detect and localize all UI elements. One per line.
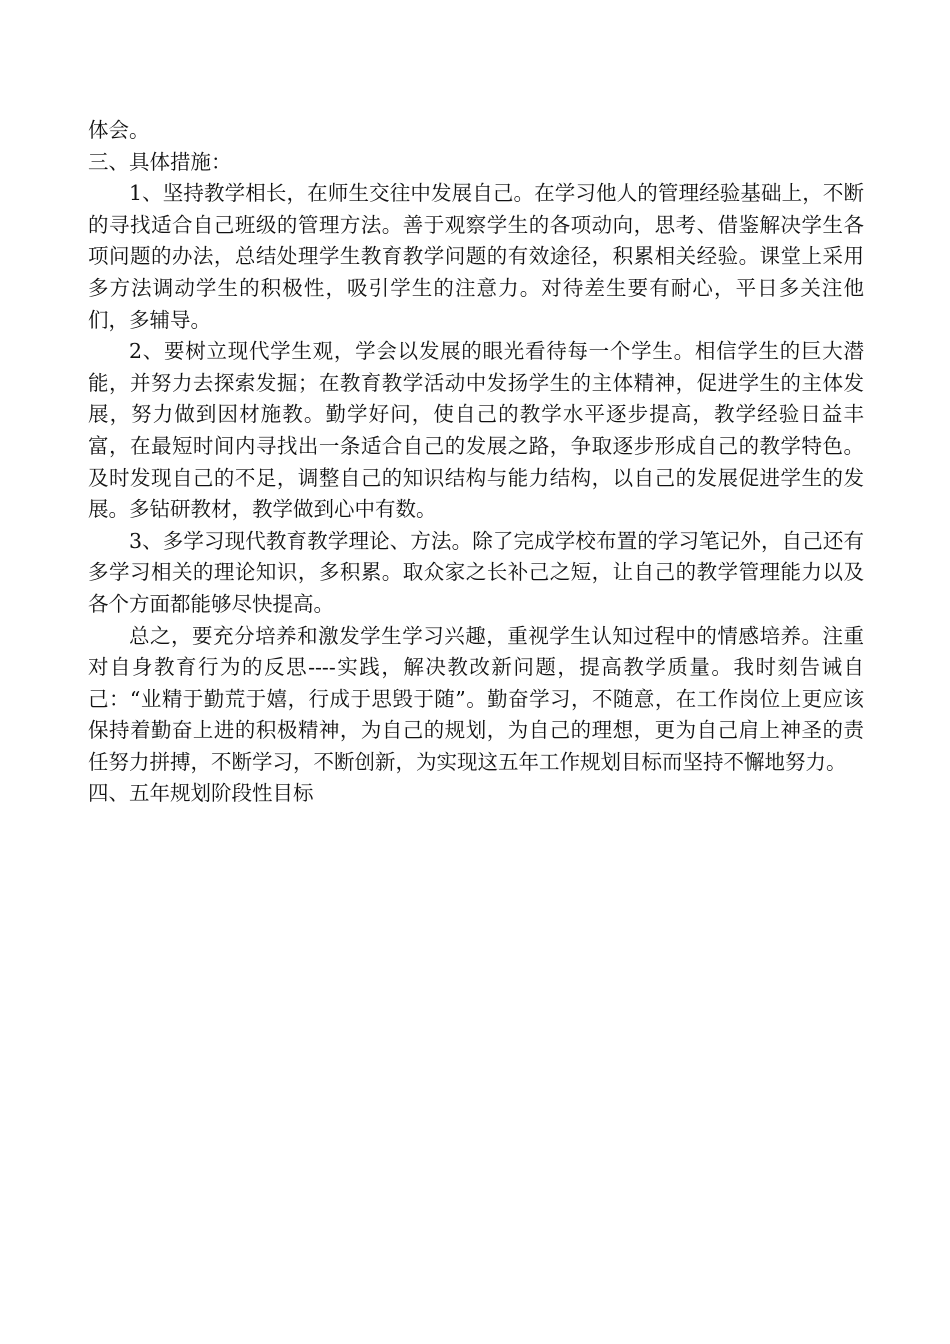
continuation-text: 体会。 (88, 118, 150, 142)
measure-paragraph-1: 1、坚持教学相长，在师生交往中发展自己。在学习他人的管理经验基础上，不断的寻找适合自己班级的管理方法。善于观察学生的各项动向，思考、借鉴解决学生各项问题的办法，总结处理学生教育教学问题的有效途径，积累相关经验。课堂上采用多方法调动学生的积极性，吸引学生的注意力。对待差生要有耐心，平日多关注他们，多辅导。 (88, 181, 864, 332)
conclusion-paragraph: 总之，要充分培养和激发学生学习兴趣，重视学生认知过程中的情感培养。注重对自身教育行为的反思----实践，解决教改新问题，提高教学质量。我时刻告诫自己：“业精于勤荒于嬉，行成于思毁于随”。勤奋学习，不随意，在工作岗位上更应该保持着勤奋上进的积极精神，为自己的规划，为自己的理想，更为自己肩上神圣的责任努力拼搏，不断学习，不断创新，为实现这五年工作规划目标而坚持不懈地努力。 (88, 623, 864, 774)
measure-paragraph-3: 3、多学习现代教育教学理论、方法。除了完成学校布置的学习笔记外，自己还有多学习相关的理论知识，多积累。取众家之长补己之短，让自己的教学管理能力以及各个方面都能够尽快提高。 (88, 528, 864, 616)
section-four-heading: 四、五年规划阶段性目标 (88, 781, 314, 806)
measure-paragraph-2: 2、要树立现代学生观，学会以发展的眼光看待每一个学生。相信学生的巨大潜能，并努力去探索发掘；在教育教学活动中发扬学生的主体精神，促进学生的主体发展，努力做到因材施教。勤学好问，使自己的教学水平逐步提高，教学经验日益丰富，在最短时间内寻找出一条适合自己的发展之路，争取逐步形成自己的教学特色。及时发现自己的不足，调整自己的知识结构与能力结构，以自己的发展促进学生的发展。多钻研教材，教学做到心中有数。 (88, 339, 864, 522)
section-three-heading: 三、具体措施： (88, 149, 232, 174)
document-page (88, 115, 864, 810)
